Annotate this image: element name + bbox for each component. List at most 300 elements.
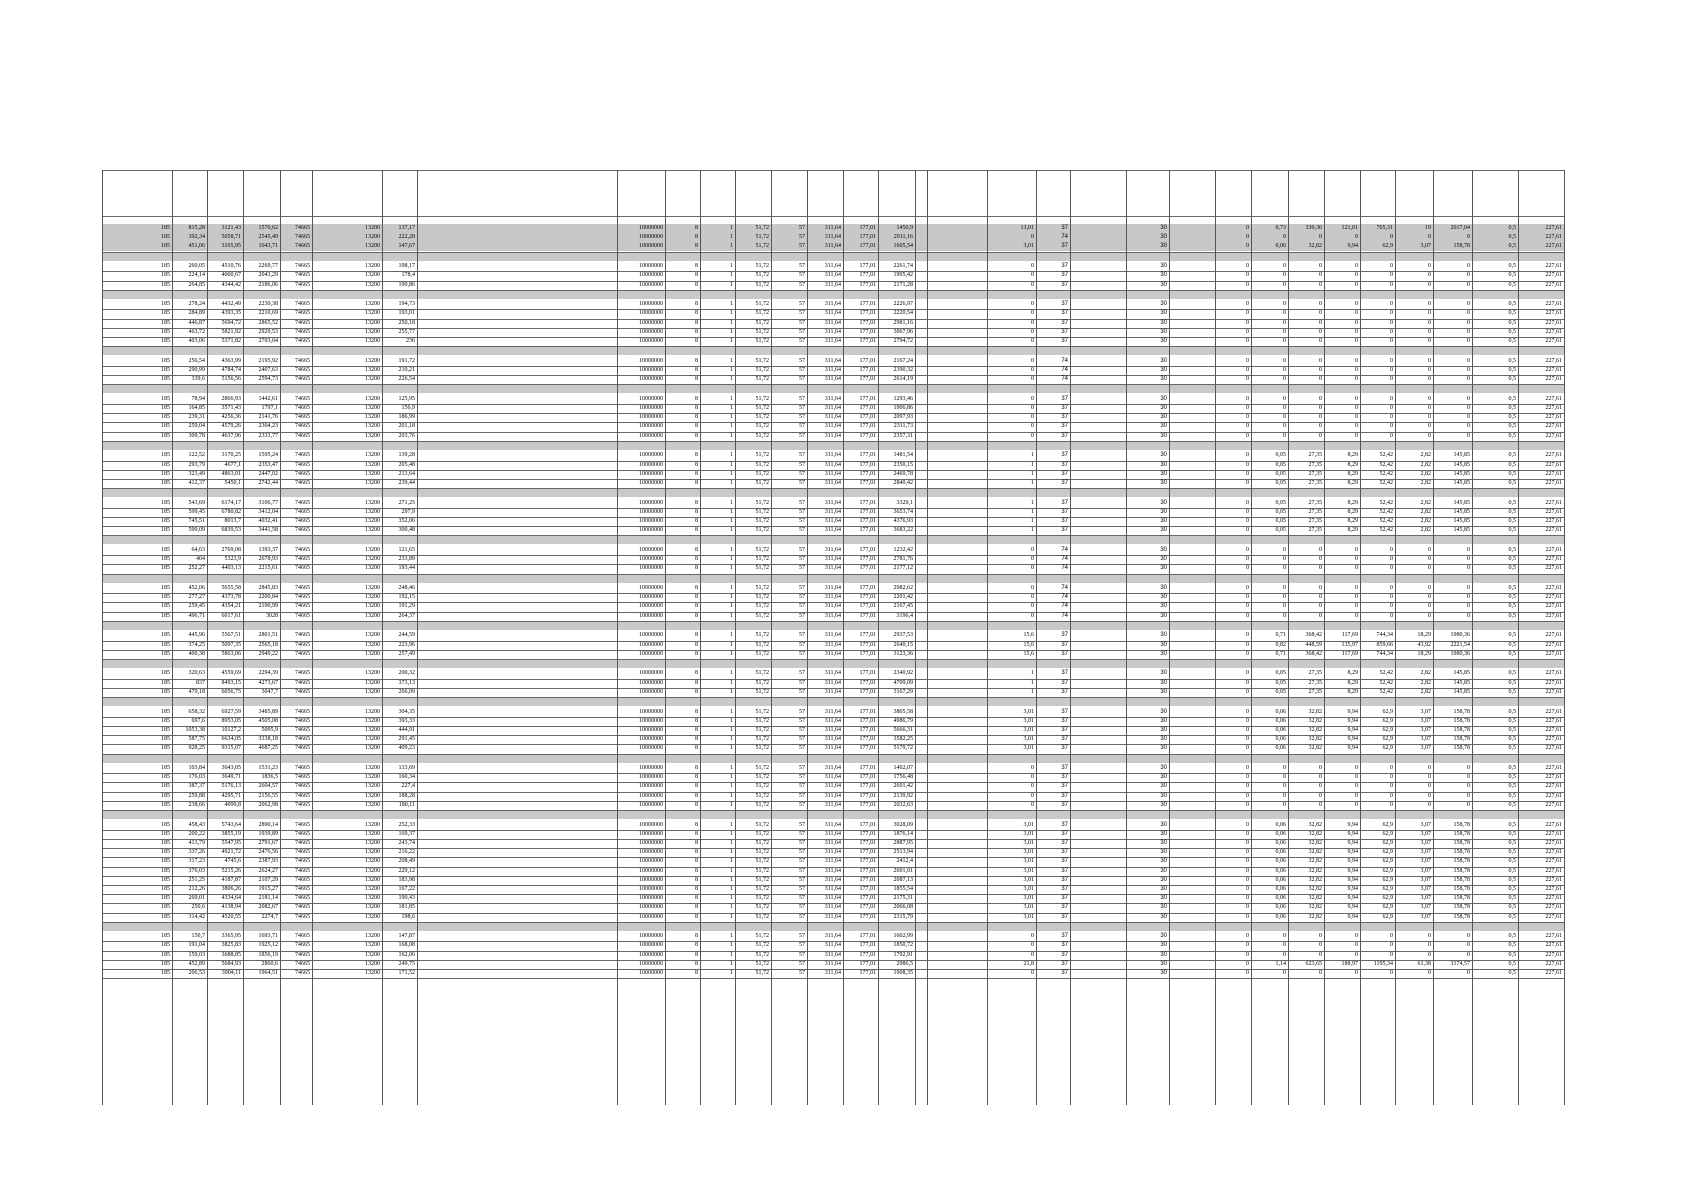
- table-cell: 4256,36: [221, 414, 241, 421]
- table-cell: 8: [695, 641, 698, 648]
- table-cell: 37: [1061, 849, 1068, 856]
- table-cell: 8: [695, 432, 698, 439]
- table-cell: 13200: [365, 970, 380, 976]
- table-cell: 30: [1160, 376, 1167, 383]
- table-cell: [418, 735, 615, 744]
- table-cell: 8: [695, 951, 698, 958]
- table-cell: 2890,14: [258, 821, 278, 828]
- table-cell: 0: [1467, 546, 1470, 553]
- table-cell: 4393,35: [221, 310, 241, 317]
- table-cell: 8,29: [1347, 518, 1358, 524]
- table-cell: 190,43: [398, 895, 415, 902]
- table-cell: 0: [1355, 765, 1358, 771]
- table-cell: 30: [1160, 499, 1167, 506]
- table-cell: [1170, 717, 1213, 726]
- table-cell: 1: [730, 585, 733, 591]
- table-row: [102, 508, 1564, 517]
- table-cell: 158,78: [1453, 726, 1470, 733]
- table-cell: 158,78: [1453, 867, 1470, 874]
- table-cell: 30: [1160, 405, 1167, 411]
- table-cell: 1: [730, 565, 733, 572]
- table-cell: 227,61: [1545, 499, 1562, 506]
- table-cell: 311,64: [824, 366, 841, 373]
- table-cell: 1: [730, 508, 733, 515]
- table-cell: 0: [1246, 395, 1249, 402]
- table-cell: 1481,54: [893, 452, 913, 459]
- table-cell: 74665: [295, 603, 310, 610]
- header-cell: [1215, 170, 1251, 216]
- table-cell: 145,85: [1453, 470, 1470, 477]
- table-cell: 177,01: [859, 792, 876, 799]
- table-cell: 51,72: [755, 366, 769, 373]
- table-cell: 185: [161, 499, 170, 506]
- column-border: [771, 170, 772, 1105]
- table-cell: 37: [1061, 499, 1068, 506]
- table-cell: 0,5: [1508, 263, 1516, 270]
- table-cell: 311,64: [824, 612, 841, 619]
- table-cell: 10000000: [639, 272, 663, 279]
- table-cell: 0: [1390, 783, 1393, 790]
- table-cell: 8013,7: [224, 518, 241, 524]
- table-cell: 0: [1246, 423, 1249, 430]
- table-cell: 8: [695, 452, 698, 459]
- table-cell: [418, 773, 615, 782]
- table-cell: 0: [1355, 338, 1358, 344]
- table-cell: 74665: [295, 319, 310, 326]
- table-cell: 13200: [365, 783, 380, 790]
- table-cell: 74665: [295, 783, 310, 790]
- table-cell: 188,28: [398, 792, 415, 799]
- table-cell: 1: [730, 858, 733, 865]
- table-cell: 0: [1246, 670, 1249, 677]
- table-cell: 0,05: [1275, 679, 1286, 686]
- table-cell: 249,75: [398, 960, 415, 967]
- table-cell: 185: [161, 452, 170, 459]
- table-cell: [928, 941, 985, 950]
- table-cell: [1071, 262, 1124, 271]
- table-cell: 177,01: [859, 774, 876, 781]
- table-cell: 30: [1160, 452, 1167, 459]
- table-cell: 13200: [365, 708, 380, 715]
- table-cell: 74665: [295, 243, 310, 250]
- table-cell: 206,53: [188, 970, 205, 976]
- table-cell: 1: [730, 612, 733, 619]
- table-row: [102, 593, 1564, 602]
- table-cell: 177,01: [859, 301, 876, 308]
- table-cell: [418, 242, 615, 251]
- table-cell: [418, 801, 615, 810]
- table-cell: [1071, 546, 1124, 555]
- table-cell: 0,06: [1275, 736, 1286, 743]
- table-cell: 62,9: [1382, 885, 1393, 892]
- header-cell: [382, 170, 417, 216]
- table-cell: 452,89: [188, 960, 205, 967]
- table-cell: [928, 801, 985, 810]
- table-cell: 74665: [295, 527, 310, 534]
- table-cell: 311,64: [824, 765, 841, 771]
- table-cell: 13200: [365, 960, 380, 967]
- column-border: [280, 170, 281, 1105]
- table-cell: 290,99: [188, 366, 205, 373]
- table-cell: 27,35: [1308, 518, 1322, 524]
- table-cell: 8: [695, 830, 698, 837]
- table-cell: 37: [1061, 904, 1068, 911]
- table-cell: 177,01: [859, 765, 876, 771]
- table-cell: [1071, 432, 1124, 441]
- table-cell: 74665: [295, 717, 310, 724]
- table-cell: 37: [1061, 679, 1068, 686]
- table-cell: 185: [161, 736, 170, 743]
- table-cell: [1071, 631, 1124, 640]
- table-cell: 587,75: [188, 736, 205, 743]
- table-cell: 37: [1061, 518, 1068, 524]
- table-cell: [1071, 413, 1124, 422]
- table-cell: 37: [1061, 423, 1068, 430]
- table-cell: 0: [1246, 263, 1249, 270]
- table-cell: 227,61: [1545, 556, 1562, 563]
- table-cell: 30: [1160, 243, 1167, 250]
- table-cell: [418, 319, 615, 328]
- group-separator: [102, 698, 1564, 706]
- table-cell: 5666,31: [893, 726, 913, 733]
- table-cell: 57: [799, 234, 805, 241]
- table-cell: 0,5: [1508, 432, 1516, 439]
- table-cell: 37: [1061, 839, 1068, 846]
- table-cell: 227,61: [1545, 830, 1562, 837]
- table-cell: 13200: [365, 821, 380, 828]
- table-cell: 0: [1355, 792, 1358, 799]
- table-cell: 185: [161, 885, 170, 892]
- table-cell: 32,82: [1308, 708, 1322, 715]
- table-cell: [1071, 499, 1124, 508]
- table-cell: 0: [1467, 603, 1470, 610]
- table-cell: 0: [1355, 414, 1358, 421]
- table-cell: 227,61: [1545, 849, 1562, 856]
- table-cell: 0: [1467, 310, 1470, 317]
- table-cell: 0: [1319, 405, 1322, 411]
- table-cell: 0,5: [1508, 225, 1516, 231]
- table-cell: 0: [1390, 281, 1393, 288]
- table-cell: 311,64: [824, 272, 841, 279]
- table-cell: [1170, 337, 1213, 346]
- table-cell: 177,01: [859, 357, 876, 364]
- table-cell: 185: [161, 632, 170, 639]
- table-cell: 185: [161, 849, 170, 856]
- table-cell: [1071, 584, 1124, 593]
- group-separator: [102, 442, 1564, 450]
- table-cell: 2201,42: [893, 594, 913, 601]
- table-cell: 57: [799, 432, 805, 439]
- table-cell: 2017,04: [1450, 225, 1470, 231]
- table-cell: [1170, 951, 1213, 960]
- table-cell: 200,22: [188, 830, 205, 837]
- table-cell: 9,94: [1347, 867, 1358, 874]
- table-cell: 145,85: [1453, 499, 1470, 506]
- table-cell: 27,35: [1308, 688, 1322, 695]
- table-cell: [1071, 821, 1124, 830]
- header-cell: [1126, 170, 1169, 216]
- table-cell: 1: [730, 783, 733, 790]
- table-cell: [1170, 708, 1213, 717]
- table-cell: 0,5: [1508, 499, 1516, 506]
- table-cell: 0: [1355, 585, 1358, 591]
- table-cell: 6780,82: [221, 508, 241, 515]
- table-cell: 0,5: [1508, 357, 1516, 364]
- table-cell: 1402,07: [893, 765, 913, 771]
- table-cell: 57: [799, 319, 805, 326]
- table-cell: 0: [1319, 338, 1322, 344]
- table-cell: 62,9: [1382, 895, 1393, 902]
- table-cell: 30: [1160, 708, 1167, 715]
- table-cell: 57: [799, 821, 805, 828]
- table-cell: 0,5: [1508, 942, 1516, 949]
- table-cell: [1170, 413, 1213, 422]
- table-cell: [928, 404, 985, 413]
- table-cell: 74665: [295, 821, 310, 828]
- table-cell: 311,64: [824, 745, 841, 752]
- table-cell: [1170, 848, 1213, 857]
- table-cell: [1170, 309, 1213, 318]
- table-cell: 311,64: [824, 717, 841, 724]
- column-border: [1070, 170, 1071, 1105]
- table-cell: 2865,52: [258, 319, 278, 326]
- table-cell: 30: [1160, 479, 1167, 486]
- table-cell: [916, 960, 925, 969]
- table-cell: 0: [1283, 585, 1286, 591]
- table-cell: 0: [1246, 933, 1249, 940]
- table-cell: 409,23: [398, 745, 415, 752]
- table-cell: [1170, 903, 1213, 912]
- table-cell: 0,06: [1275, 745, 1286, 752]
- table-cell: 0,05: [1275, 470, 1286, 477]
- table-cell: 30: [1160, 895, 1167, 902]
- table-cell: 4334,64: [221, 895, 241, 902]
- table-row: [102, 357, 1564, 366]
- table-cell: 404: [196, 556, 205, 563]
- table-cell: 2840,42: [893, 479, 913, 486]
- table-cell: 10000000: [639, 612, 663, 619]
- table-cell: [418, 885, 615, 894]
- table-cell: 74665: [295, 951, 310, 958]
- table-cell: 74665: [295, 423, 310, 430]
- table-cell: 37: [1061, 765, 1068, 771]
- header-cell: [1518, 170, 1564, 216]
- table-cell: 239,31: [188, 414, 205, 421]
- table-cell: 445,96: [188, 632, 205, 639]
- table-cell: 259,45: [188, 603, 205, 610]
- table-cell: 37: [1061, 479, 1068, 486]
- table-cell: 2139,92: [893, 792, 913, 799]
- table-cell: 177,01: [859, 849, 876, 856]
- table-cell: 10000000: [639, 801, 663, 808]
- table-cell: 599,09: [188, 527, 205, 534]
- table-cell: 0: [1390, 310, 1393, 317]
- table-cell: 30: [1160, 281, 1167, 288]
- table-cell: [928, 479, 985, 488]
- table-cell: 185: [161, 904, 170, 911]
- table-cell: 8: [695, 849, 698, 856]
- table-cell: 392,34: [188, 234, 205, 241]
- table-row: [102, 612, 1564, 621]
- table-cell: [1071, 451, 1124, 460]
- table-cell: [418, 969, 615, 978]
- table-cell: 185: [161, 867, 170, 874]
- table-cell: 311,64: [824, 594, 841, 601]
- table-cell: [418, 499, 615, 508]
- table-cell: 255,77: [398, 328, 415, 335]
- table-cell: 311,64: [824, 603, 841, 610]
- table-cell: 37: [1061, 830, 1068, 837]
- table-cell: 311,64: [824, 461, 841, 468]
- table-cell: 51,72: [755, 960, 769, 967]
- table-cell: 51,72: [755, 765, 769, 771]
- table-cell: 13200: [365, 745, 380, 752]
- table-cell: 37: [1061, 688, 1068, 695]
- table-cell: 57: [799, 970, 805, 976]
- table-cell: 0: [1283, 357, 1286, 364]
- table-cell: [928, 876, 985, 885]
- table-cell: 51,72: [755, 225, 769, 231]
- table-cell: 0: [1428, 376, 1431, 383]
- table-cell: [1170, 894, 1213, 903]
- table-cell: 0: [1428, 774, 1431, 781]
- header-cell: [878, 170, 915, 216]
- table-cell: 164,85: [188, 405, 205, 411]
- table-cell: 311,64: [824, 565, 841, 572]
- table-cell: 158,78: [1453, 913, 1470, 920]
- table-cell: 0: [1428, 783, 1431, 790]
- table-cell: 9,94: [1347, 243, 1358, 250]
- table-cell: [1170, 281, 1213, 290]
- table-cell: 2156,55: [258, 792, 278, 799]
- table-cell: 4099,8: [224, 801, 241, 808]
- table-cell: 2981,16: [893, 319, 913, 326]
- table-cell: 10000000: [639, 885, 663, 892]
- table-cell: 0,06: [1275, 839, 1286, 846]
- table-cell: 145,85: [1453, 518, 1470, 524]
- table-row: [102, 885, 1564, 894]
- table-cell: 30: [1160, 745, 1167, 752]
- table-cell: 0: [1031, 357, 1034, 364]
- table-cell: 158,78: [1453, 821, 1470, 828]
- table-cell: 2866,93: [221, 395, 241, 402]
- table-cell: 30: [1160, 717, 1167, 724]
- table-cell: 0: [1031, 546, 1034, 553]
- table-cell: [1170, 470, 1213, 479]
- table-cell: 8: [695, 423, 698, 430]
- group-separator: [102, 253, 1564, 261]
- table-cell: 227,61: [1545, 774, 1562, 781]
- table-cell: 185: [161, 518, 170, 524]
- table-cell: 0: [1355, 234, 1358, 241]
- table-cell: [418, 717, 615, 726]
- table-cell: [1170, 857, 1213, 866]
- table-cell: 8: [695, 612, 698, 619]
- table-cell: 0: [1390, 432, 1393, 439]
- table-cell: 8,29: [1347, 508, 1358, 515]
- table-cell: 227,61: [1545, 632, 1562, 639]
- table-cell: [928, 281, 985, 290]
- table-cell: 0: [1467, 933, 1470, 940]
- table-cell: 293,79: [188, 461, 205, 468]
- table-cell: 227,61: [1545, 895, 1562, 902]
- table-cell: 177,01: [859, 679, 876, 686]
- table-cell: 0: [1283, 951, 1286, 958]
- table-cell: [928, 951, 985, 960]
- table-cell: 3,01: [1023, 726, 1034, 733]
- table-cell: 185: [161, 774, 170, 781]
- table-cell: 0: [1283, 395, 1286, 402]
- table-cell: [418, 782, 615, 791]
- table-row: [102, 300, 1564, 309]
- table-cell: 145,85: [1453, 479, 1470, 486]
- table-cell: 1: [730, 726, 733, 733]
- table-cell: 30: [1160, 461, 1167, 468]
- table-cell: 52,42: [1379, 679, 1393, 686]
- table-cell: 37: [1061, 632, 1068, 639]
- table-cell: 30: [1160, 357, 1167, 364]
- table-cell: 243,74: [398, 839, 415, 846]
- table-cell: 0: [1428, 801, 1431, 808]
- table-row: [102, 631, 1564, 640]
- table-cell: 145,85: [1453, 461, 1470, 468]
- table-cell: 10000000: [639, 565, 663, 572]
- table-cell: 0: [1428, 328, 1431, 335]
- table-cell: 27,35: [1308, 499, 1322, 506]
- table-cell: 2221,54: [1450, 641, 1470, 648]
- table-cell: 0: [1246, 632, 1249, 639]
- table-cell: 227,61: [1545, 461, 1562, 468]
- table-cell: 2294,39: [258, 670, 278, 677]
- table-cell: 0: [1283, 301, 1286, 308]
- table-cell: [1071, 612, 1124, 621]
- table-cell: 1908,35: [893, 970, 913, 976]
- table-row: [102, 319, 1564, 328]
- table-cell: 13200: [365, 726, 380, 733]
- table-cell: 0: [1031, 234, 1034, 241]
- table-cell: 8: [695, 556, 698, 563]
- table-cell: 0: [1390, 423, 1393, 430]
- table-cell: 51,72: [755, 395, 769, 402]
- table-cell: [916, 932, 925, 941]
- table-cell: 177,01: [859, 821, 876, 828]
- table-cell: 1531,23: [258, 765, 278, 771]
- table-cell: 13200: [365, 338, 380, 344]
- table-cell: 4432,49: [221, 301, 241, 308]
- table-cell: 0: [1467, 585, 1470, 591]
- table-cell: 311,64: [824, 328, 841, 335]
- table-cell: 227,61: [1545, 546, 1562, 553]
- table-cell: 0: [1031, 423, 1034, 430]
- table-cell: 3,07: [1420, 726, 1431, 733]
- table-cell: 8: [695, 670, 698, 677]
- table-cell: 227,61: [1545, 432, 1562, 439]
- table-cell: 181,85: [398, 904, 415, 911]
- table-cell: 57: [799, 594, 805, 601]
- table-cell: 0: [1031, 405, 1034, 411]
- table-cell: 74: [1061, 603, 1068, 610]
- table-cell: 177,01: [859, 414, 876, 421]
- table-cell: 8: [695, 499, 698, 506]
- table-cell: 0: [1390, 933, 1393, 940]
- table-cell: 3649,71: [221, 774, 241, 781]
- column-border: [700, 170, 701, 1105]
- table-cell: 51,72: [755, 310, 769, 317]
- table-cell: [1071, 913, 1124, 922]
- table-cell: 57: [799, 726, 805, 733]
- table-cell: 311,64: [824, 801, 841, 808]
- header-cell: [617, 170, 665, 216]
